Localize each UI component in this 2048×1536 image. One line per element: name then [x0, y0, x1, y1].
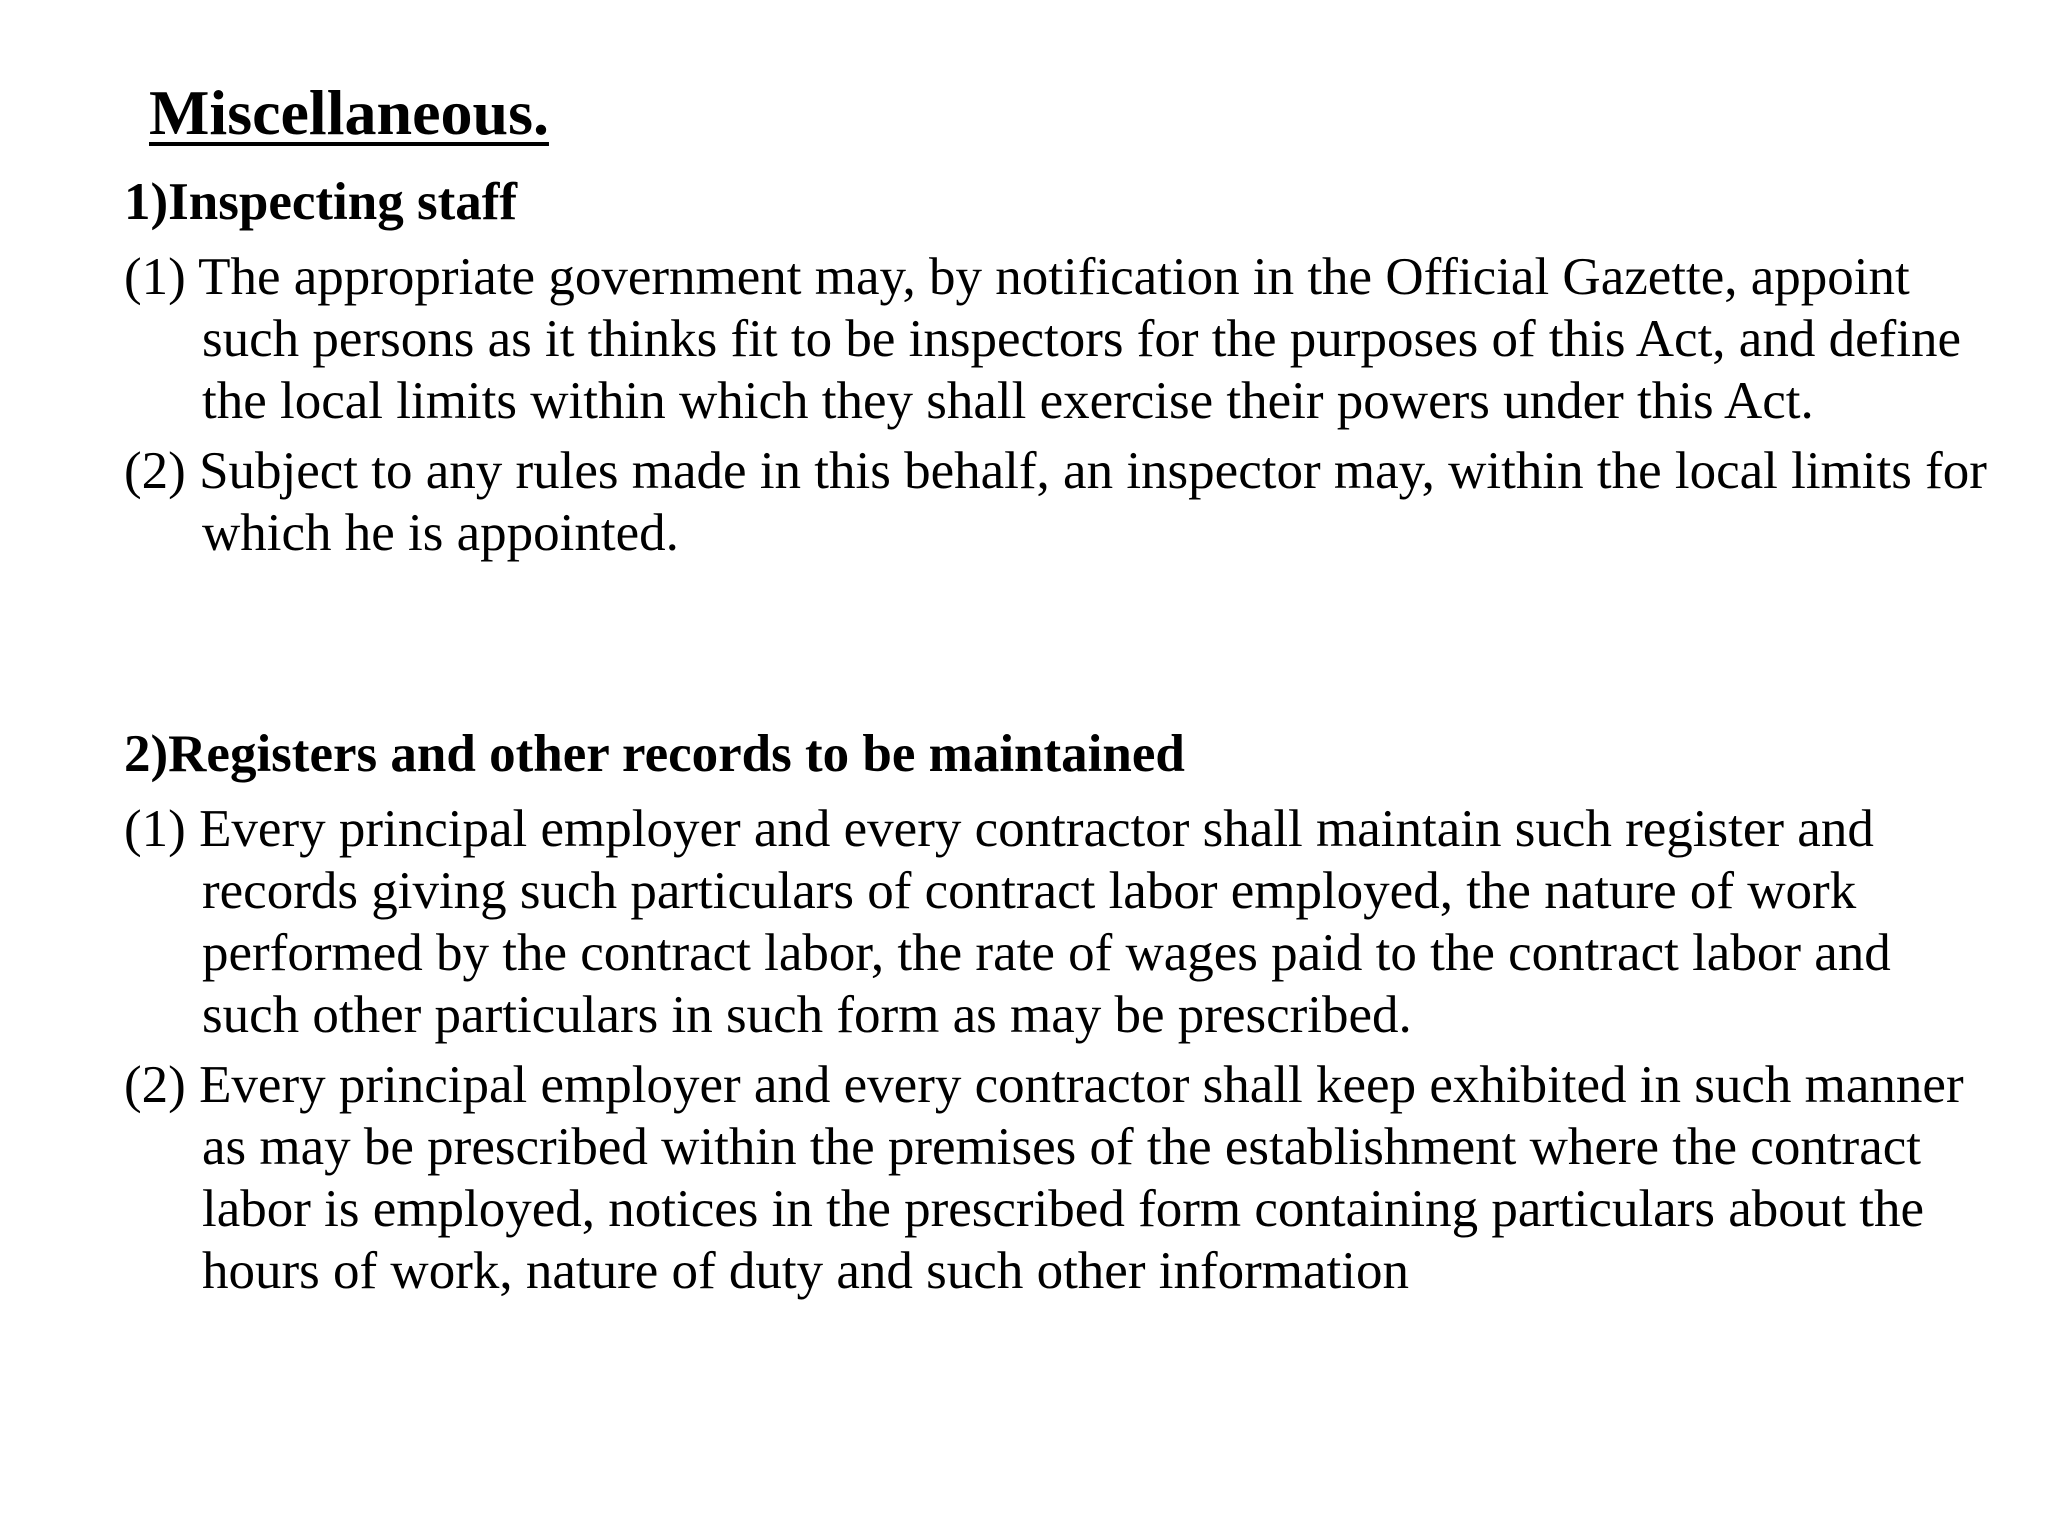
clause-item [124, 246, 1994, 432]
clause-item [124, 1054, 1994, 1302]
clause-item [124, 440, 1994, 564]
clause-text: Every principal employer and every contractor shall maintain such register and records giving such particulars of contract labor employed, the nature of work performed by the contract labor, the rate of wages paid to the contract labor and such other particulars in such form as may be prescribed. [199, 800, 1891, 1044]
clause-number: (2) [124, 442, 186, 500]
clause-number: (1) [124, 800, 186, 858]
section-heading: 1)Inspecting staff [124, 173, 518, 231]
section-inspecting-staff [124, 172, 1994, 572]
section-heading: 2)Registers and other records to be maintained [124, 725, 1185, 783]
clause-number: (1) [124, 248, 186, 306]
clause-text: Every principal employer and every contractor shall keep exhibited in such manner as may be prescribed within the premises of the establishment where the contract labor is employed, notices in the prescribed form containing particulars about the hours of work, nature of duty and such other information [199, 1056, 1964, 1300]
section-registers-records [124, 724, 1994, 1310]
clause-number: (2) [124, 1056, 186, 1114]
clause-text: Subject to any rules made in this behalf, an inspector may, within the local limits for which he is appointed. [199, 442, 1987, 562]
clause-text: The appropriate government may, by notification in the Official Gazette, appoint such persons as it thinks fit to be inspectors for the purposes of this Act, and define the local limits within which they shall exercise their powers under this Act. [198, 248, 1961, 430]
clause-item [124, 798, 1994, 1046]
slide-title: Miscellaneous. [149, 77, 549, 148]
